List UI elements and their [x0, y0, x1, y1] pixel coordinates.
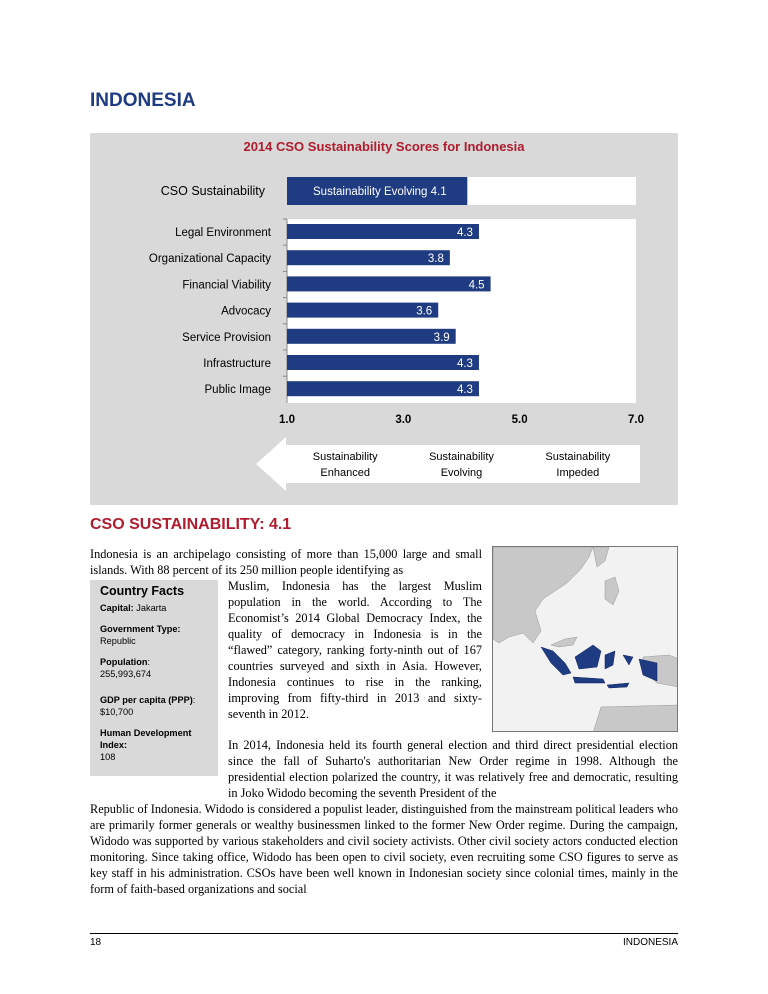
bar-value-label: 4.3 — [456, 384, 473, 397]
country-map — [492, 546, 678, 732]
government-label: Government Type: — [100, 624, 181, 634]
government-value: Republic — [100, 636, 136, 646]
population-label: Population — [100, 657, 148, 667]
footer-page-number: 18 — [90, 937, 102, 948]
capital-value: Jakarta — [136, 603, 167, 613]
intro-paragraph-full: Indonesia is an archipelago consisting of more than 15,000 large and small islands. With 88 percent of its 250 million people identifying as — [90, 547, 482, 577]
intro-paragraph-narrow: Muslim, Indonesia has the largest Muslim population in the world. According to The Economist’s 2014 Global Democracy Index, the quality of democracy in Indonesia is in the “flawed” category, ranking forty-ninth out of 167 countries surveyed and sixth in Asia. However, Indonesia continues to rise in the ranking, improving from fifty-third in 2013 and sixty-seventh in 2012. — [228, 579, 482, 721]
bar — [287, 250, 450, 265]
category-label: Public Image — [204, 384, 271, 397]
scale-arrow — [256, 437, 640, 491]
fact-hdi — [100, 727, 208, 763]
sustainability-chart — [90, 133, 678, 505]
scale-label-line2: Impeded — [556, 467, 600, 479]
category-label: Infrastructure — [203, 358, 271, 370]
gdp-sep: : — [192, 695, 196, 705]
overall-bar-label: Sustainability Evolving 4.1 — [313, 186, 447, 198]
category-label: Organizational Capacity — [148, 253, 271, 266]
scale-label-line2: Enhanced — [320, 467, 370, 479]
country-facts-title: Country Facts — [100, 584, 185, 598]
map-canvas — [493, 547, 678, 732]
category-label: Financial Viability — [182, 279, 271, 292]
bar-value-label: 4.5 — [468, 279, 485, 292]
chart-title: 2014 CSO Sustainability Scores for Indonesia — [243, 139, 525, 154]
bar-value-label: 4.3 — [456, 227, 473, 239]
bar — [287, 224, 479, 239]
gdp-value: $10,700 — [100, 707, 134, 717]
scale-label-line1: Sustainability — [545, 451, 611, 463]
overall-category-label: CSO Sustainability — [160, 184, 265, 198]
hdi-label: Human Development Index: — [100, 728, 192, 750]
category-label: Service Provision — [182, 331, 271, 344]
x-tick-label: 7.0 — [628, 414, 644, 426]
fact-government — [100, 623, 208, 647]
footer-rule — [90, 933, 678, 934]
bar — [287, 276, 491, 291]
footer-country: INDONESIA — [622, 937, 678, 948]
bar-value-label: 4.3 — [456, 358, 473, 370]
scale-label-line2: Evolving — [440, 467, 483, 479]
election-paragraph-narrow: In 2014, Indonesia held its fourth general election and third direct presidential election since the fall of Suharto's authoritarian New Order regime in 1998. Although the presidential election polarized the country, it was relatively free and democratic, resulting in Joko Widodo becoming the seventh President of the — [228, 738, 678, 800]
chart-canvas — [90, 133, 678, 505]
section-title: CSO SUSTAINABILITY: 4.1 — [90, 516, 292, 533]
country-facts-box — [90, 580, 218, 776]
fact-capital — [100, 602, 208, 614]
bar-value-label: 3.6 — [416, 305, 433, 318]
x-tick-label: 3.0 — [395, 414, 412, 426]
category-label: Advocacy — [221, 305, 271, 318]
category-label: Legal Environment — [175, 227, 271, 239]
bar-value-label: 3.8 — [427, 253, 444, 266]
x-tick-label: 1.0 — [279, 414, 295, 426]
australia-shape — [593, 705, 678, 732]
x-tick-label: 5.0 — [511, 414, 528, 426]
capital-label: Capital: — [100, 603, 134, 613]
gdp-label: GDP per capita (PPP) — [100, 695, 193, 705]
page-title: INDONESIA — [90, 90, 196, 111]
population-value: 255,993,674 — [100, 669, 152, 679]
fact-gdp — [100, 694, 208, 718]
bar — [287, 329, 456, 344]
fact-population — [100, 656, 208, 680]
election-paragraph-full: Republic of Indonesia. Widodo is considered a populist leader, distinguished from the mainstream political leaders who are primarily former generals or wealthy businessmen linked to the former New Order regime. During the campaign, Widodo was supported by various stakeholders and civil society activists. Other civil society actors conducted election monitoring. Since taking office, Widodo has been open to civil society, even recruiting some CSO figures to serve as key staff in his administration. CSOs have been well known in Indonesian society since colonial times, mainly in the form of faith-based organizations and social — [90, 802, 678, 896]
population-sep: : — [147, 657, 151, 667]
bar-value-label: 3.9 — [433, 331, 450, 344]
bar — [287, 381, 479, 396]
scale-label-line1: Sustainability — [312, 451, 378, 463]
scale-label-line1: Sustainability — [429, 451, 494, 463]
bar — [287, 355, 479, 370]
hdi-value: 108 — [100, 752, 116, 762]
